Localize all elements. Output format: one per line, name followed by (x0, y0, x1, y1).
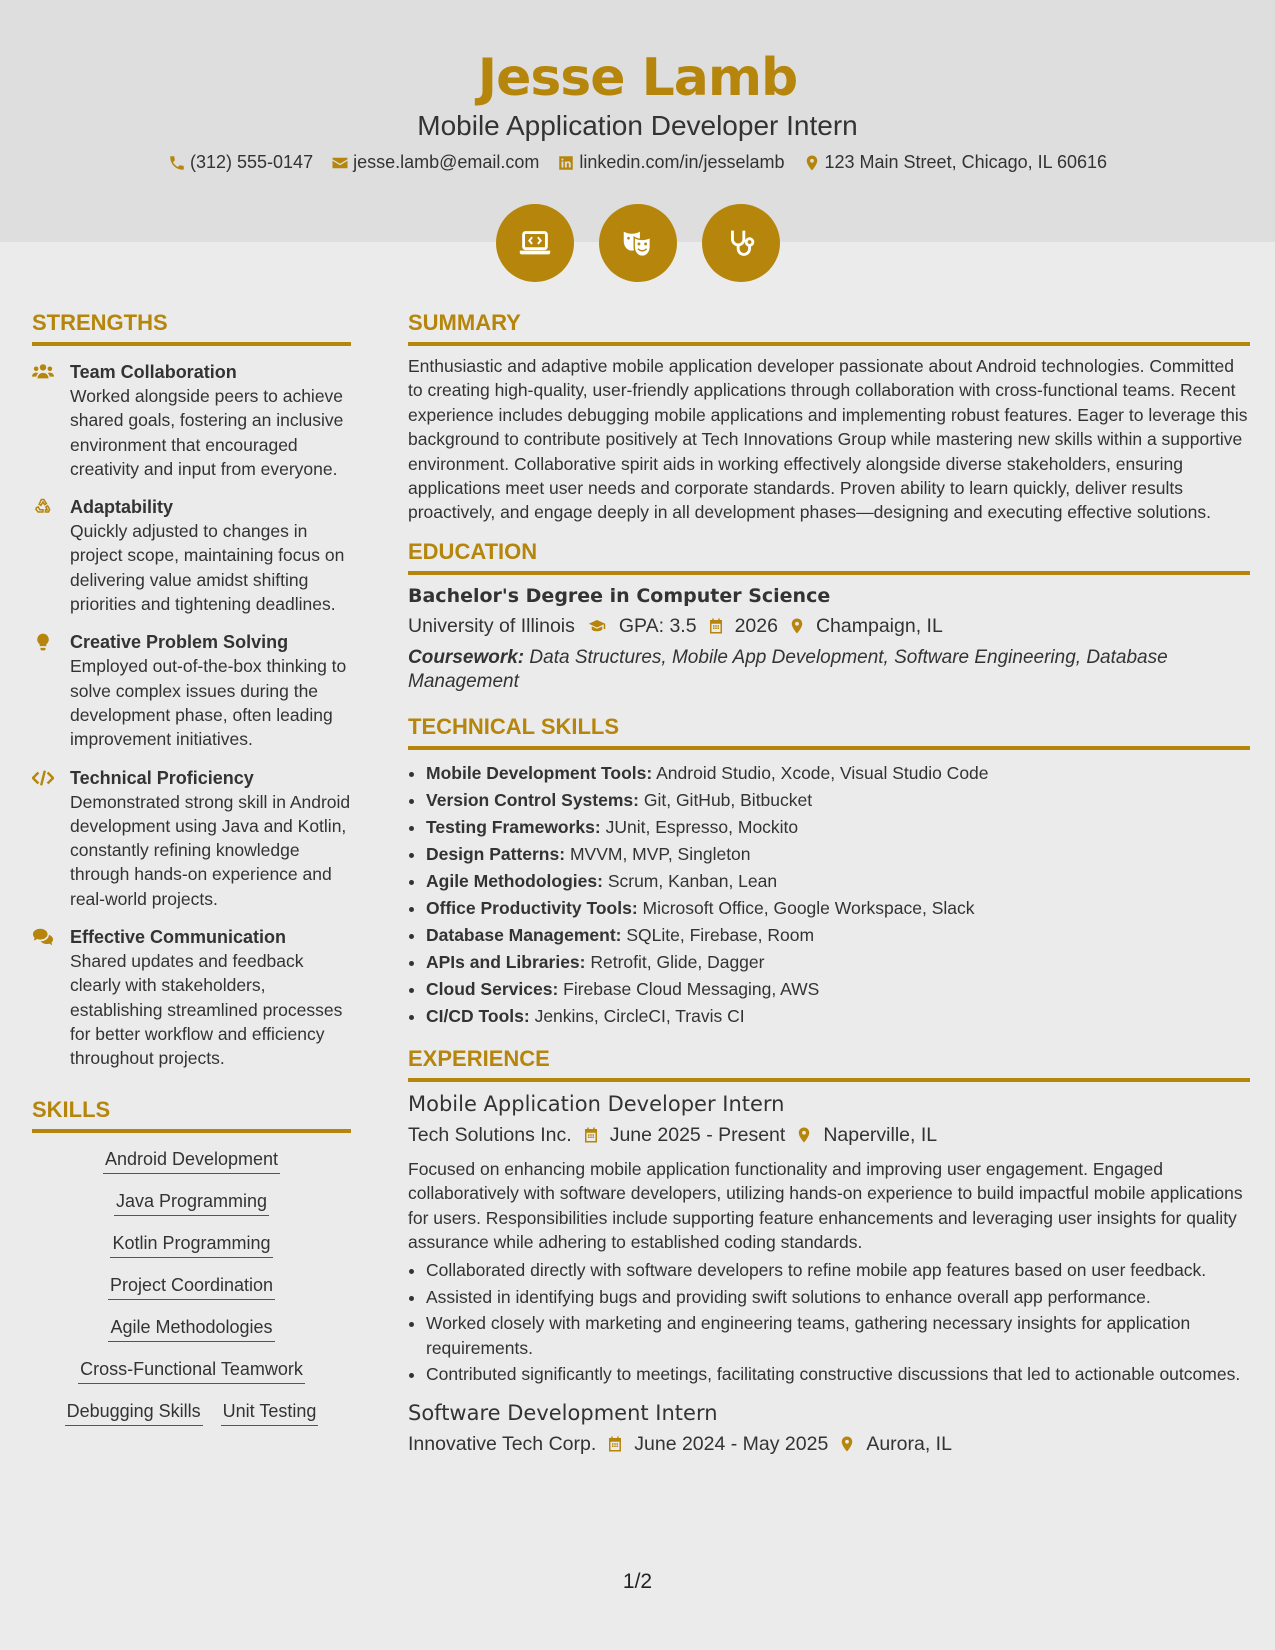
comments-icon (32, 927, 54, 947)
phone-icon (168, 154, 186, 172)
company-name: Tech Solutions Inc. (408, 1123, 572, 1146)
skills-section (32, 1097, 351, 1426)
company-name: Innovative Tech Corp. (408, 1432, 597, 1455)
education-meta (408, 615, 1250, 638)
coursework-label: Coursework: (408, 646, 525, 668)
skill-tag: Unit Testing (221, 1401, 319, 1426)
interest-icons (0, 204, 1275, 282)
linkedin-text: linkedin.com/in/jesselamb (579, 152, 785, 172)
skill-tag: Project Coordination (108, 1275, 275, 1300)
users-icon (32, 362, 54, 382)
job-meta (408, 1433, 1250, 1456)
education-section (408, 539, 1250, 694)
summary-text: Enthusiastic and adaptive mobile application developer passionate about Android technologies. Committed to creating high-quality, user-friendly applications through collaboration with cross-functional teams. Recent experience includes debugging mobile applications and implementing robust features. Eager to leverage this background to contribute positively at Tech Innovations Group while mastering new skills within a supportive environment. Collaborative spirit aids in working effectively alongside diverse stakeholders, ensuring applications meet user needs and corporate standards. Proven ability to learn quickly, deliver results proactively, and engage deeply in all development phases—designing and executing effective solutions. (408, 356, 1248, 523)
school-location: Champaign, IL (815, 614, 943, 637)
coursework (408, 646, 1250, 694)
list-item: • Cloud Services: Firebase Cloud Messaging, AWS (426, 976, 1250, 1003)
skills-heading: SKILLS (32, 1097, 351, 1133)
phone-text: (312) 555-0147 (189, 152, 314, 172)
list-item: • Office Productivity Tools: Microsoft Office, Google Workspace, Slack (426, 895, 1250, 922)
strength-desc: Employed out-of-the-box thinking to solve complex issues during the development phase, often leading improvement initiatives. (70, 656, 347, 750)
job-location: Naperville, IL (823, 1123, 938, 1146)
technical-skills-section (408, 714, 1250, 1030)
strength-item (32, 766, 351, 911)
job-dates: June 2024 - May 2025 (634, 1432, 829, 1455)
left-column (32, 310, 351, 1426)
coursework-text: Data Structures, Mobile App Development, Software Engineering, Database Management (408, 646, 1168, 692)
job-location: Aurora, IL (866, 1432, 952, 1455)
strength-name: Effective Communication (70, 927, 287, 948)
stethoscope-icon (702, 204, 780, 282)
education-heading: EDUCATION (408, 539, 1250, 575)
theater-masks-icon (599, 204, 677, 282)
strength-item (32, 360, 351, 481)
experience-section (408, 1046, 1250, 1456)
skill-tag: Kotlin Programming (110, 1233, 272, 1258)
technical-skills-heading: TECHNICAL SKILLS (408, 714, 1250, 750)
calendar-icon (606, 1435, 624, 1453)
skill-tag: Android Development (103, 1149, 280, 1174)
calendar-icon (707, 617, 725, 635)
list-item: • Agile Methodologies: Scrum, Kanban, Lean (426, 868, 1250, 895)
list-item: • APIs and Libraries: Retrofit, Glide, Dagger (426, 949, 1250, 976)
contact-phone[interactable] (168, 152, 313, 173)
strength-item (32, 495, 351, 616)
candidate-name: Jesse Lamb (477, 48, 798, 108)
strength-name: Creative Problem Solving (70, 632, 289, 653)
skill-tag: Agile Methodologies (108, 1317, 274, 1342)
map-pin-icon (795, 1126, 813, 1144)
job-dates: June 2025 - Present (609, 1123, 786, 1146)
map-pin-icon (838, 1435, 856, 1453)
list-item: • Mobile Development Tools: Android Studio, Xcode, Visual Studio Code (426, 760, 1250, 787)
recycle-icon (32, 497, 54, 517)
strength-desc: Worked alongside peers to achieve shared goals, fostering an inclusive environment that encouraged creativity and input from everyone. (70, 386, 344, 479)
list-item: • Testing Frameworks: JUnit, Espresso, Mockito (426, 814, 1250, 841)
list-item: • Assisted in identifying bugs and providing swift solutions to enhance overall app performance. (426, 1285, 1250, 1309)
calendar-icon (582, 1126, 600, 1144)
job-title: Software Development Intern (408, 1400, 718, 1425)
right-column (408, 310, 1250, 1456)
job-title: Mobile Application Developer Intern (408, 1091, 785, 1116)
email-text: jesse.lamb@email.com (353, 152, 540, 172)
summary-heading: SUMMARY (408, 310, 1250, 346)
gpa-text: GPA: 3.5 (618, 614, 697, 637)
contact-email[interactable] (331, 152, 539, 173)
strengths-heading: STRENGTHS (32, 310, 351, 346)
strength-item (32, 630, 351, 751)
lightbulb-icon (32, 632, 54, 652)
graduation-cap-icon (585, 617, 609, 635)
linkedin-icon (557, 154, 575, 172)
list-item: • Collaborated directly with software developers to refine mobile app features based on user feedback. (426, 1258, 1250, 1282)
strength-desc: Shared updates and feedback clearly with stakeholders, establishing streamlined processes for better workflow and efficiency throughout projects. (70, 951, 343, 1069)
skill-tag: Debugging Skills (65, 1401, 203, 1426)
job-summary: Focused on enhancing mobile application functionality and improving user engagement. Engaged collaboratively with software developers, utilizing hands-on experience to build impactful mobile applications for users. Responsibilities include supporting feature enhancements and leveraging user insights for quality assurance while adhering to established coding standards. (408, 1158, 1243, 1253)
job-title-heading: Mobile Application Developer Intern (417, 110, 858, 141)
map-pin-icon (788, 617, 806, 635)
envelope-icon (331, 154, 349, 172)
graduation-year: 2026 (734, 614, 778, 637)
skill-tag: Java Programming (114, 1191, 269, 1216)
contact-address (803, 152, 1108, 173)
list-item: • CI/CD Tools: Jenkins, CircleCI, Travis CI (426, 1003, 1250, 1030)
list-item: • Version Control Systems: Git, GitHub, Bitbucket (426, 787, 1250, 814)
job-bullets (408, 1258, 1250, 1386)
list-item: • Database Management: SQLite, Firebase, Room (426, 922, 1250, 949)
address-text: 123 Main Street, Chicago, IL 60616 (824, 152, 1108, 172)
laptop-code-icon (496, 204, 574, 282)
code-icon (32, 768, 54, 788)
degree-name: Bachelor's Degree in Computer Science (408, 584, 831, 607)
skills-list (32, 1149, 351, 1426)
strength-name: Team Collaboration (70, 362, 237, 382)
strength-item (32, 925, 351, 1070)
contact-linkedin[interactable] (557, 152, 784, 173)
list-item: • Design Patterns: MVVM, MVP, Singleton (426, 841, 1250, 868)
job-meta (408, 1124, 1250, 1147)
technical-skills-list (408, 760, 1250, 1030)
strength-name: Adaptability (70, 497, 174, 518)
list-item: • Worked closely with marketing and engineering teams, gathering necessary insights for application requirements. (426, 1311, 1250, 1360)
page-number: 1/2 (622, 1570, 653, 1593)
strength-name: Technical Proficiency (70, 767, 254, 788)
strength-desc: Quickly adjusted to changes in project scope, maintaining focus on delivering value amidst shifting priorities and tightening deadlines. (70, 521, 345, 615)
list-item: • Contributed significantly to meetings, facilitating constructive discussions that led to actionable outcomes. (426, 1362, 1250, 1386)
strength-desc: Demonstrated strong skill in Android development using Java and Kotlin, constantly refining knowledge through hands-on experience and real-world projects. (70, 791, 351, 909)
map-pin-icon (803, 154, 821, 172)
school-name: University of Illinois (408, 614, 575, 637)
experience-heading: EXPERIENCE (408, 1046, 1250, 1082)
contact-bar (0, 152, 1275, 173)
skill-tag: Cross-Functional Teamwork (78, 1359, 305, 1384)
